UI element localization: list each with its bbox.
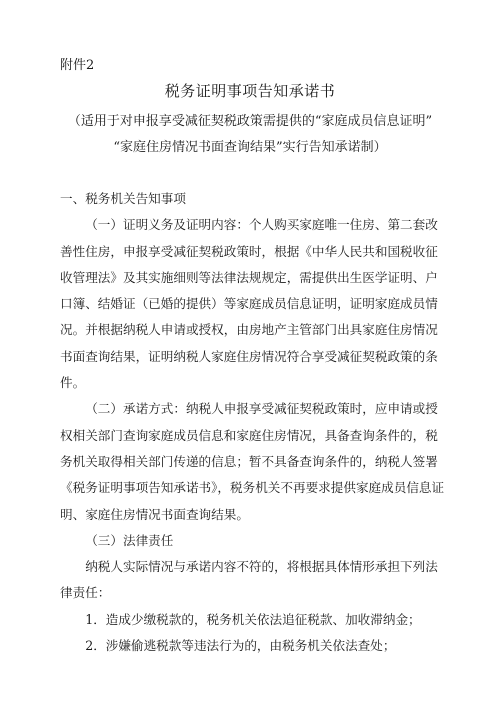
paragraph-legal-liability-heading: （三）法律责任 (85, 532, 174, 548)
list-item-1: 1．造成少缴税款的，税务机关依法追征税款、加收滞纳金； (85, 611, 421, 627)
paragraph-proof-obligation: （一）证明义务及证明内容：个人购买家庭唯一住房、第二套改善性住房，申报享受减征契税政策时，根据《中华人民共和国税收征收管理法》及其实施细则等法律法规规定，需提供出生医学证明、户口簿、结婚证（已婚的提供）等家庭成员信息证明，证明家庭成员情况。并根据纳税人申请或授权，由房地产主管部门出具家庭住房情况书面查询结果，证明纳税人家庭住房情况符合享受减征契税政策的条件。 (60, 217, 438, 391)
subtitle-line-1: （适用于对申报享受减征契税政策需提供的“家庭成员信息证明” (67, 114, 433, 129)
document-body (60, 186, 446, 659)
paragraph-legal-liability-intro: 纳税人实际情况与承诺内容不符的，将根据具体情形承担下列法律责任： (60, 559, 438, 601)
section-1-heading: 一、税务机关告知事项 (60, 191, 186, 206)
attachment-label: 附件2 (60, 58, 95, 73)
list-item-2: 2．涉嫌偷逃税款等违法行为的，由税务机关依法查处； (85, 638, 396, 654)
subtitle-line-2: “家庭住房情况书面查询结果”实行告知承诺制） (113, 140, 387, 155)
document-title: 税务证明事项告知承诺书 (164, 82, 336, 100)
paragraph-commitment-method: （二）承诺方式：纳税人申报享受减征契税政策时，应申请或授权相关部门查询家庭成员信息和家庭住房情况，具备查询条件的，税务机关取得相关部门传递的信息；暂不具备查询条件的，纳税人签署《税务证明事项告知承诺书》，税务机关不再要求提供家庭成员信息证明、家庭住房情况书面查询结果。 (60, 401, 445, 522)
